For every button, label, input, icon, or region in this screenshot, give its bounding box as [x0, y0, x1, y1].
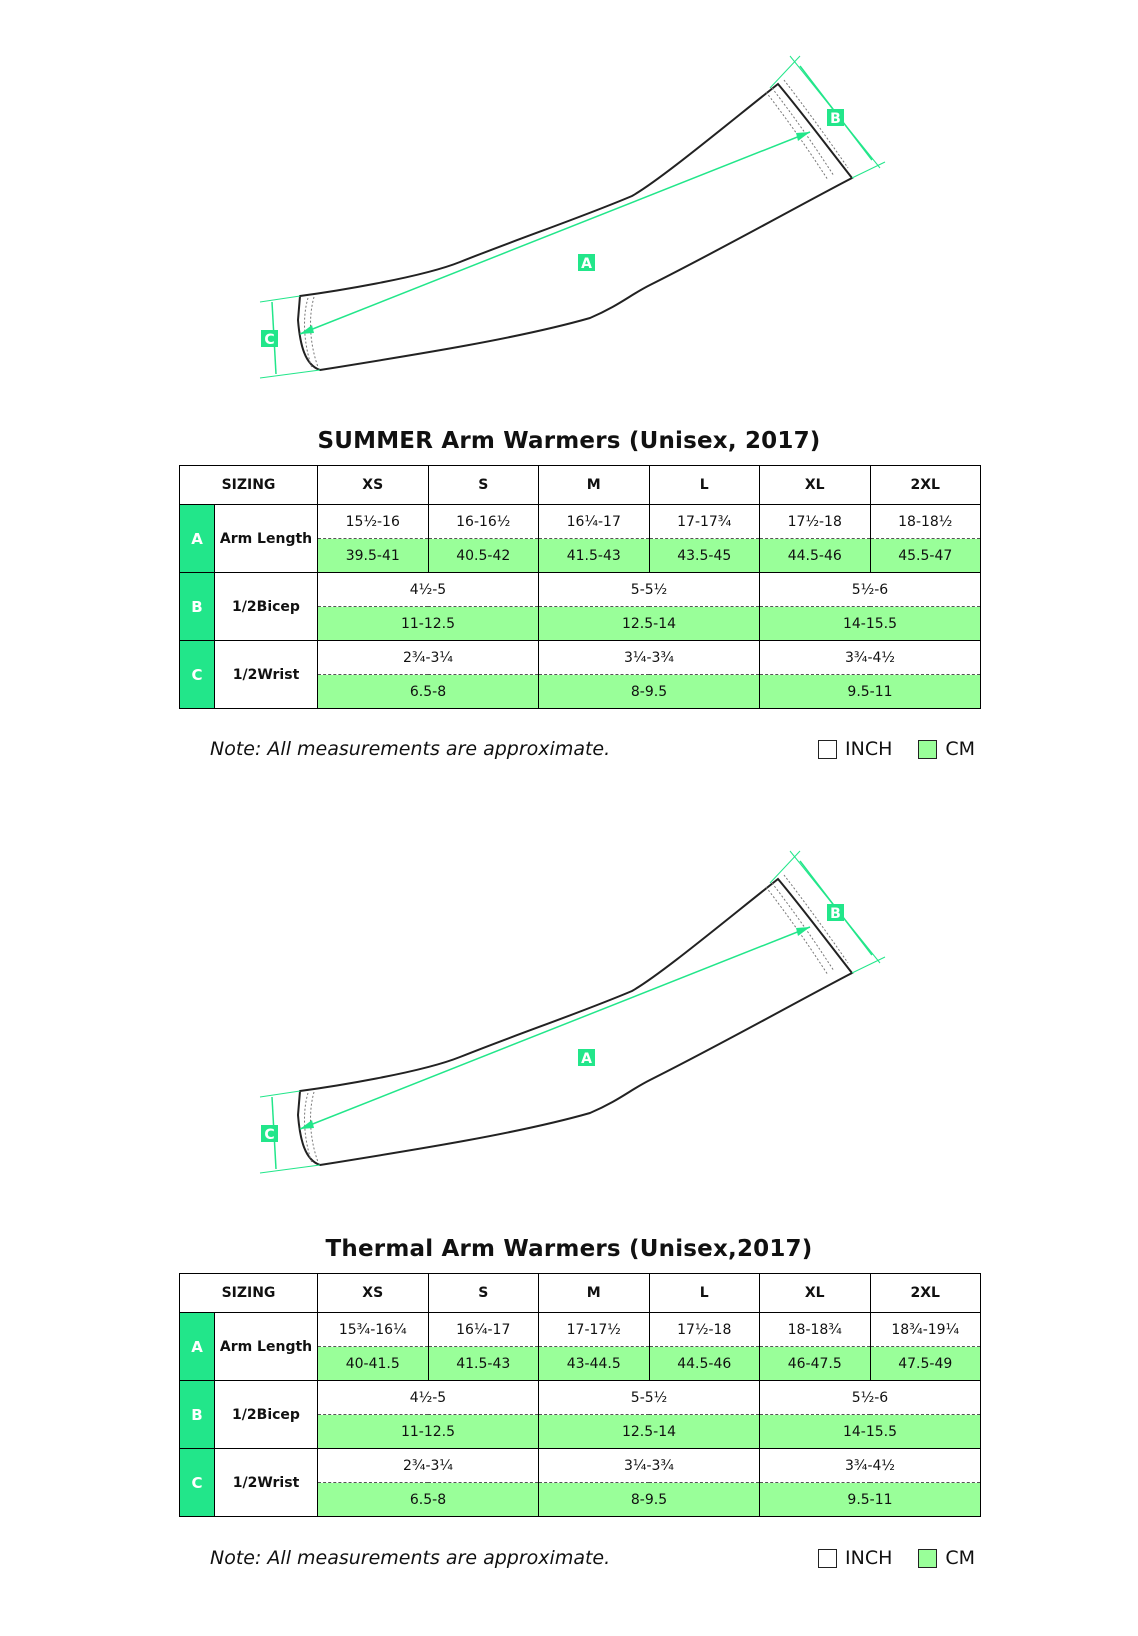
cell: 17½-18 — [760, 505, 871, 539]
bicep-label: 1/2Bicep — [215, 1381, 318, 1449]
cell: 4½-5 — [318, 573, 539, 607]
label-c: C — [264, 1127, 275, 1143]
bicep-inch-row — [180, 573, 981, 607]
thermal-legend — [818, 1547, 975, 1569]
cell: 14-15.5 — [760, 607, 981, 641]
key-c: C — [180, 1449, 215, 1517]
cell: 8-9.5 — [539, 675, 760, 709]
summer-note: Note: All measurements are approximate. — [210, 738, 611, 760]
wrist-inch-row — [180, 1449, 981, 1483]
cell: 6.5-8 — [318, 1483, 539, 1517]
header-row — [180, 1274, 981, 1313]
wrist-label: 1/2Wrist — [215, 641, 318, 709]
cell: 4½-5 — [318, 1381, 539, 1415]
header-xs: XS — [318, 466, 429, 505]
cell: 5-5½ — [539, 1381, 760, 1415]
cell: 46-47.5 — [760, 1347, 871, 1381]
label-a: A — [581, 1051, 592, 1067]
key-c: C — [180, 641, 215, 709]
header-2xl: 2XL — [870, 1274, 981, 1313]
sleeve-outline — [298, 879, 852, 1165]
cell: 43.5-45 — [649, 539, 760, 573]
key-a: A — [180, 1313, 215, 1381]
legend-inch: INCH — [818, 738, 892, 760]
cell: 43-44.5 — [539, 1347, 650, 1381]
label-b: B — [830, 111, 841, 127]
wrist-label: 1/2Wrist — [215, 1449, 318, 1517]
key-a: A — [180, 505, 215, 573]
thermal-title: Thermal Arm Warmers (Unisex,2017) — [325, 1236, 813, 1262]
legend-cm: CM — [918, 1547, 975, 1569]
cell: 16¼-17 — [539, 505, 650, 539]
cell: 18-18½ — [870, 505, 981, 539]
cell: 3¾-4½ — [760, 1449, 981, 1483]
cell: 8-9.5 — [539, 1483, 760, 1517]
cell: 45.5-47 — [870, 539, 981, 573]
thermal-note: Note: All measurements are approximate. — [210, 1547, 611, 1569]
key-b: B — [180, 573, 215, 641]
cell: 16¼-17 — [428, 1313, 539, 1347]
cell: 11-12.5 — [318, 607, 539, 641]
header-l: L — [649, 466, 760, 505]
cell: 17½-18 — [649, 1313, 760, 1347]
legend-inch: INCH — [818, 1547, 892, 1569]
cell: 40.5-42 — [428, 539, 539, 573]
arm-diagram — [0, 795, 1138, 1185]
cell: 11-12.5 — [318, 1415, 539, 1449]
header-sizing: SIZING — [180, 1274, 318, 1313]
cm-swatch — [918, 1549, 937, 1568]
cell: 41.5-43 — [428, 1347, 539, 1381]
cell: 18¾-19¼ — [870, 1313, 981, 1347]
arm-length-inch-row — [180, 1313, 981, 1347]
header-m: M — [539, 1274, 650, 1313]
cell: 44.5-46 — [760, 539, 871, 573]
cell: 17-17¾ — [649, 505, 760, 539]
cell: 47.5-49 — [870, 1347, 981, 1381]
cell: 3¾-4½ — [760, 641, 981, 675]
cell: 5½-6 — [760, 1381, 981, 1415]
cell: 12.5-14 — [539, 607, 760, 641]
cell: 18-18¾ — [760, 1313, 871, 1347]
header-xs: XS — [318, 1274, 429, 1313]
cell: 2¾-3¼ — [318, 1449, 539, 1483]
header-xl: XL — [760, 1274, 871, 1313]
bicep-inch-row — [180, 1381, 981, 1415]
summer-size-table — [179, 465, 981, 709]
cell: 5-5½ — [539, 573, 760, 607]
cell: 12.5-14 — [539, 1415, 760, 1449]
cell: 16-16½ — [428, 505, 539, 539]
summer-section — [0, 0, 1138, 790]
label-b: B — [830, 906, 841, 922]
thermal-size-table — [179, 1273, 981, 1517]
header-xl: XL — [760, 466, 871, 505]
header-row — [180, 466, 981, 505]
header-s: S — [428, 1274, 539, 1313]
cell: 9.5-11 — [760, 1483, 981, 1517]
thermal-section — [0, 795, 1138, 1625]
cm-swatch — [918, 740, 937, 759]
header-l: L — [649, 1274, 760, 1313]
cell: 15¾-16¼ — [318, 1313, 429, 1347]
header-2xl: 2XL — [870, 466, 981, 505]
inch-swatch — [818, 1549, 837, 1568]
sleeve-outline — [298, 84, 852, 370]
arm-length-inch-row — [180, 505, 981, 539]
cell: 3¼-3¾ — [539, 1449, 760, 1483]
summer-title: SUMMER Arm Warmers (Unisex, 2017) — [317, 428, 821, 454]
cell: 3¼-3¾ — [539, 641, 760, 675]
label-c: C — [264, 332, 275, 348]
summer-legend — [818, 738, 975, 760]
cell: 14-15.5 — [760, 1415, 981, 1449]
inch-swatch — [818, 740, 837, 759]
cell: 41.5-43 — [539, 539, 650, 573]
cell: 2¾-3¼ — [318, 641, 539, 675]
cell: 15½-16 — [318, 505, 429, 539]
cell: 44.5-46 — [649, 1347, 760, 1381]
label-a: A — [581, 256, 592, 272]
key-b: B — [180, 1381, 215, 1449]
cell: 5½-6 — [760, 573, 981, 607]
arm-length-label: Arm Length — [215, 1313, 318, 1381]
arm-length-label: Arm Length — [215, 505, 318, 573]
wrist-inch-row — [180, 641, 981, 675]
bicep-label: 1/2Bicep — [215, 573, 318, 641]
cell: 39.5-41 — [318, 539, 429, 573]
legend-cm: CM — [918, 738, 975, 760]
arm-diagram — [0, 0, 1138, 390]
header-m: M — [539, 466, 650, 505]
header-sizing: SIZING — [180, 466, 318, 505]
cell: 40-41.5 — [318, 1347, 429, 1381]
cell: 17-17½ — [539, 1313, 650, 1347]
cell: 9.5-11 — [760, 675, 981, 709]
cell: 6.5-8 — [318, 675, 539, 709]
header-s: S — [428, 466, 539, 505]
